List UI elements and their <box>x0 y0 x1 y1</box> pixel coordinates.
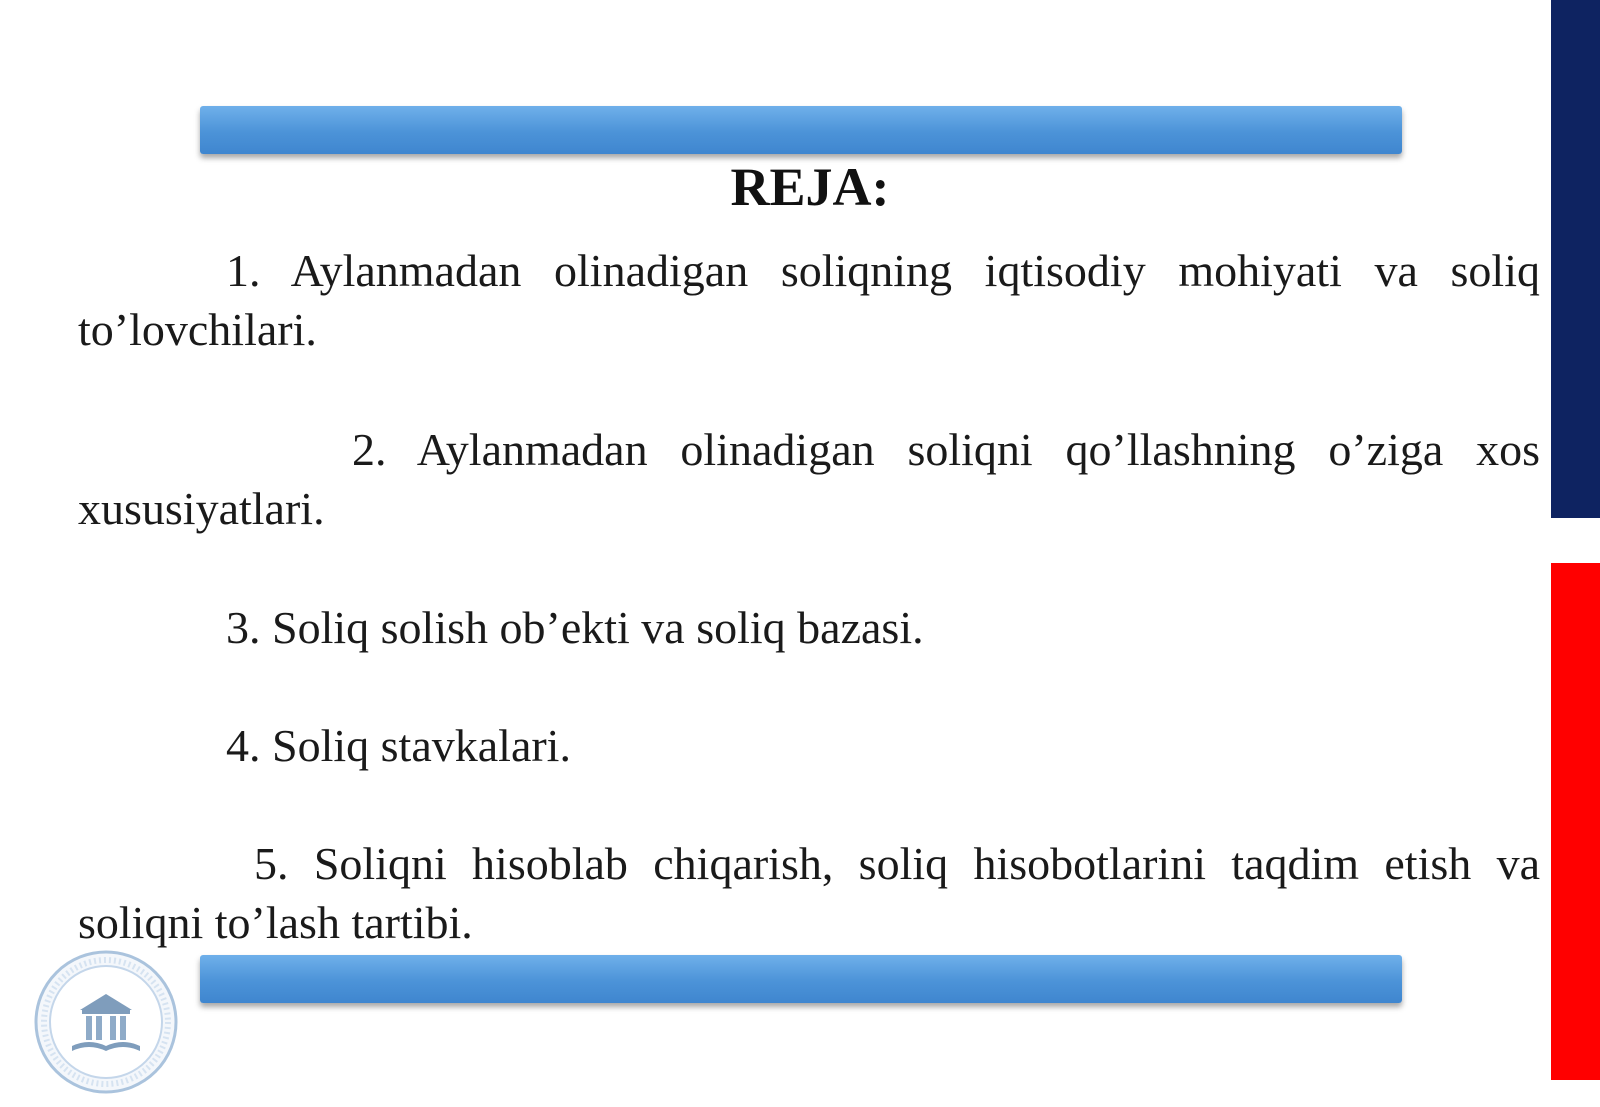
top-blue-bar <box>200 106 1402 154</box>
plan-item-3: 3. Soliq solish ob’ekti va soliq bazasi. <box>226 602 924 653</box>
bottom-blue-bar <box>200 955 1402 1003</box>
red-side-stripe <box>1551 563 1600 1080</box>
university-logo-icon <box>32 948 180 1096</box>
plan-item-1: 1. Aylanmadan olinadigan soliqning iqtisodiy mohiyati va soliq to’lovchilari. <box>78 245 1540 355</box>
plan-item-2: 2. Aylanmadan olinadigan soliqni qo’llashning o’ziga xos xususiyatlari. <box>78 424 1540 534</box>
slide-title: REJA: <box>730 157 890 217</box>
plan-item-5: 5. Soliqni hisoblab chiqarish, soliq hisobotlarini taqdim etish va soliqni to’lash tartibi. <box>78 838 1540 948</box>
plan-item-4: 4. Soliq stavkalari. <box>226 720 571 771</box>
navy-side-stripe <box>1551 0 1600 518</box>
